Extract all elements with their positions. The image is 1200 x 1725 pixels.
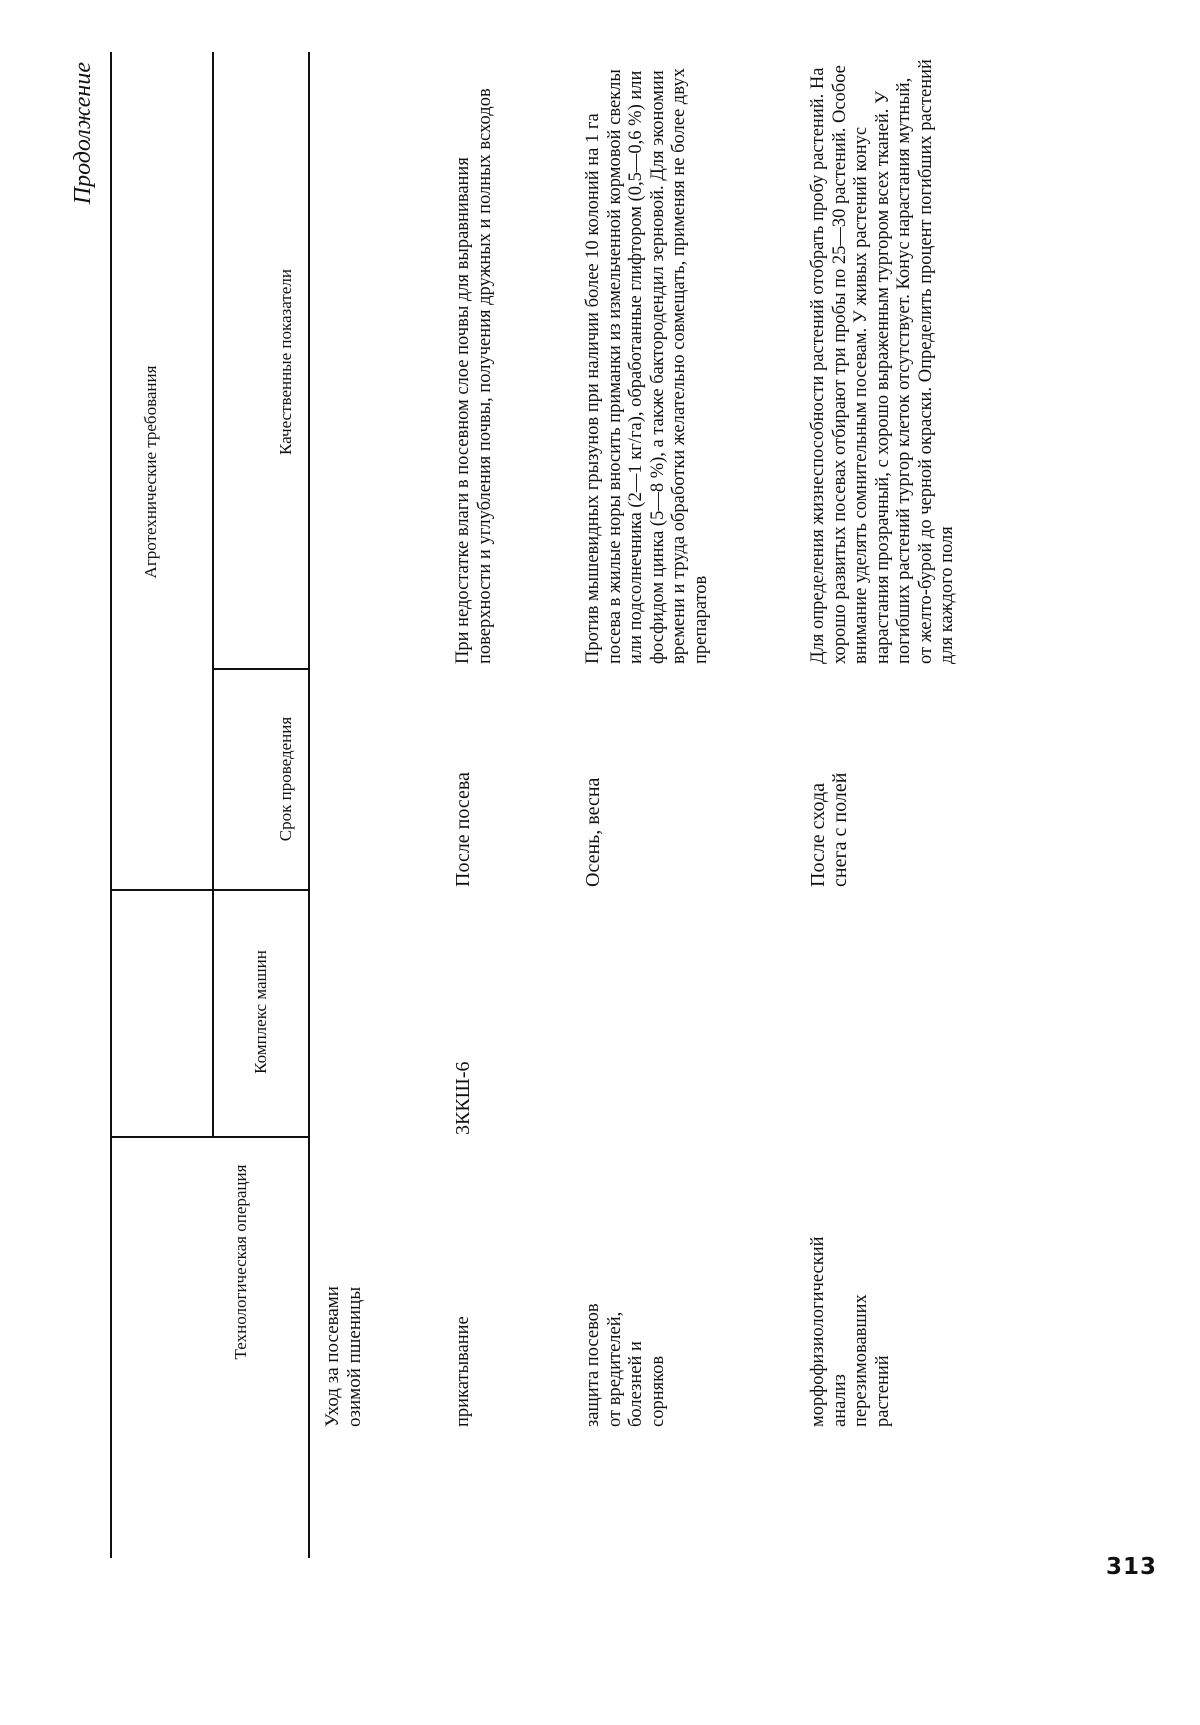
row1-machines: 3ККШ-6 [452,1061,474,1135]
header-divider-machines [110,890,310,892]
continuation-label: Продолжение [70,62,96,205]
section-title: Уход за посевами озимой пшеницы [322,1286,365,1427]
page-number: 313 [1106,1554,1158,1580]
header-quality: Качественные показатели [276,269,295,455]
header-agro-requirements: Агротехнические требования [141,365,160,579]
row3-quality: Для определения жизнеспособности растений отобрать пробу растений. На хорошо развитых посевах отбирают три пробы по 25—30 растений. Особое внимание уделять сомнительным посевам. У живых растений конус нарастания прозрачный, с хорошо выраженным тургором всех тканей. У погибших растений тургор клеток отсутствует. Конус нарастания мутный, от желто-бурой до черной окраски. Определить процент погибших растений для каждого поля [808,59,957,664]
table-top-rule [110,52,112,1558]
rotated-page [70,52,1158,1672]
row3-timing: После схода снега с полей [807,772,851,887]
row2-timing: Осень, весна [582,777,604,887]
header-machines: Комплекс машин [251,950,270,1074]
header-divider-operation [110,1137,310,1139]
row2-quality: Против мышевидных грызунов при наличии более 10 колоний на 1 га посева в жилые норы вносить приманки из измельченной кормовой свеклы или подсолнечника (2—1 кг/га), обработанные глифтором (0,5—0,6 %) или фосфидом цинка (5—8 %), а также бактородендил зерновой. Для экономии времени и труда обработки желательно совмещать, применяя не более двух препаратов [583,68,711,664]
row2-operation: защита посевов от вредителей, болезней и сорняков [583,1303,668,1427]
row1-timing: После посева [452,772,474,887]
header-divider-timing [212,669,310,671]
header-bottom-rule [308,52,310,1558]
row1-quality: При недостатке влаги в посевном слое почвы для выравнивания поверхности и углубления почвы, получения дружных и полных всходов [453,88,495,664]
header-operation: Технологическая операция [231,1164,250,1360]
row1-operation: прикатывание [453,1316,473,1427]
header-timing: Срок проведения [276,716,295,842]
row3-operation: морфофизиологический анализ перезимовавших растений [808,1236,893,1427]
header-mid-rule [212,52,214,1138]
